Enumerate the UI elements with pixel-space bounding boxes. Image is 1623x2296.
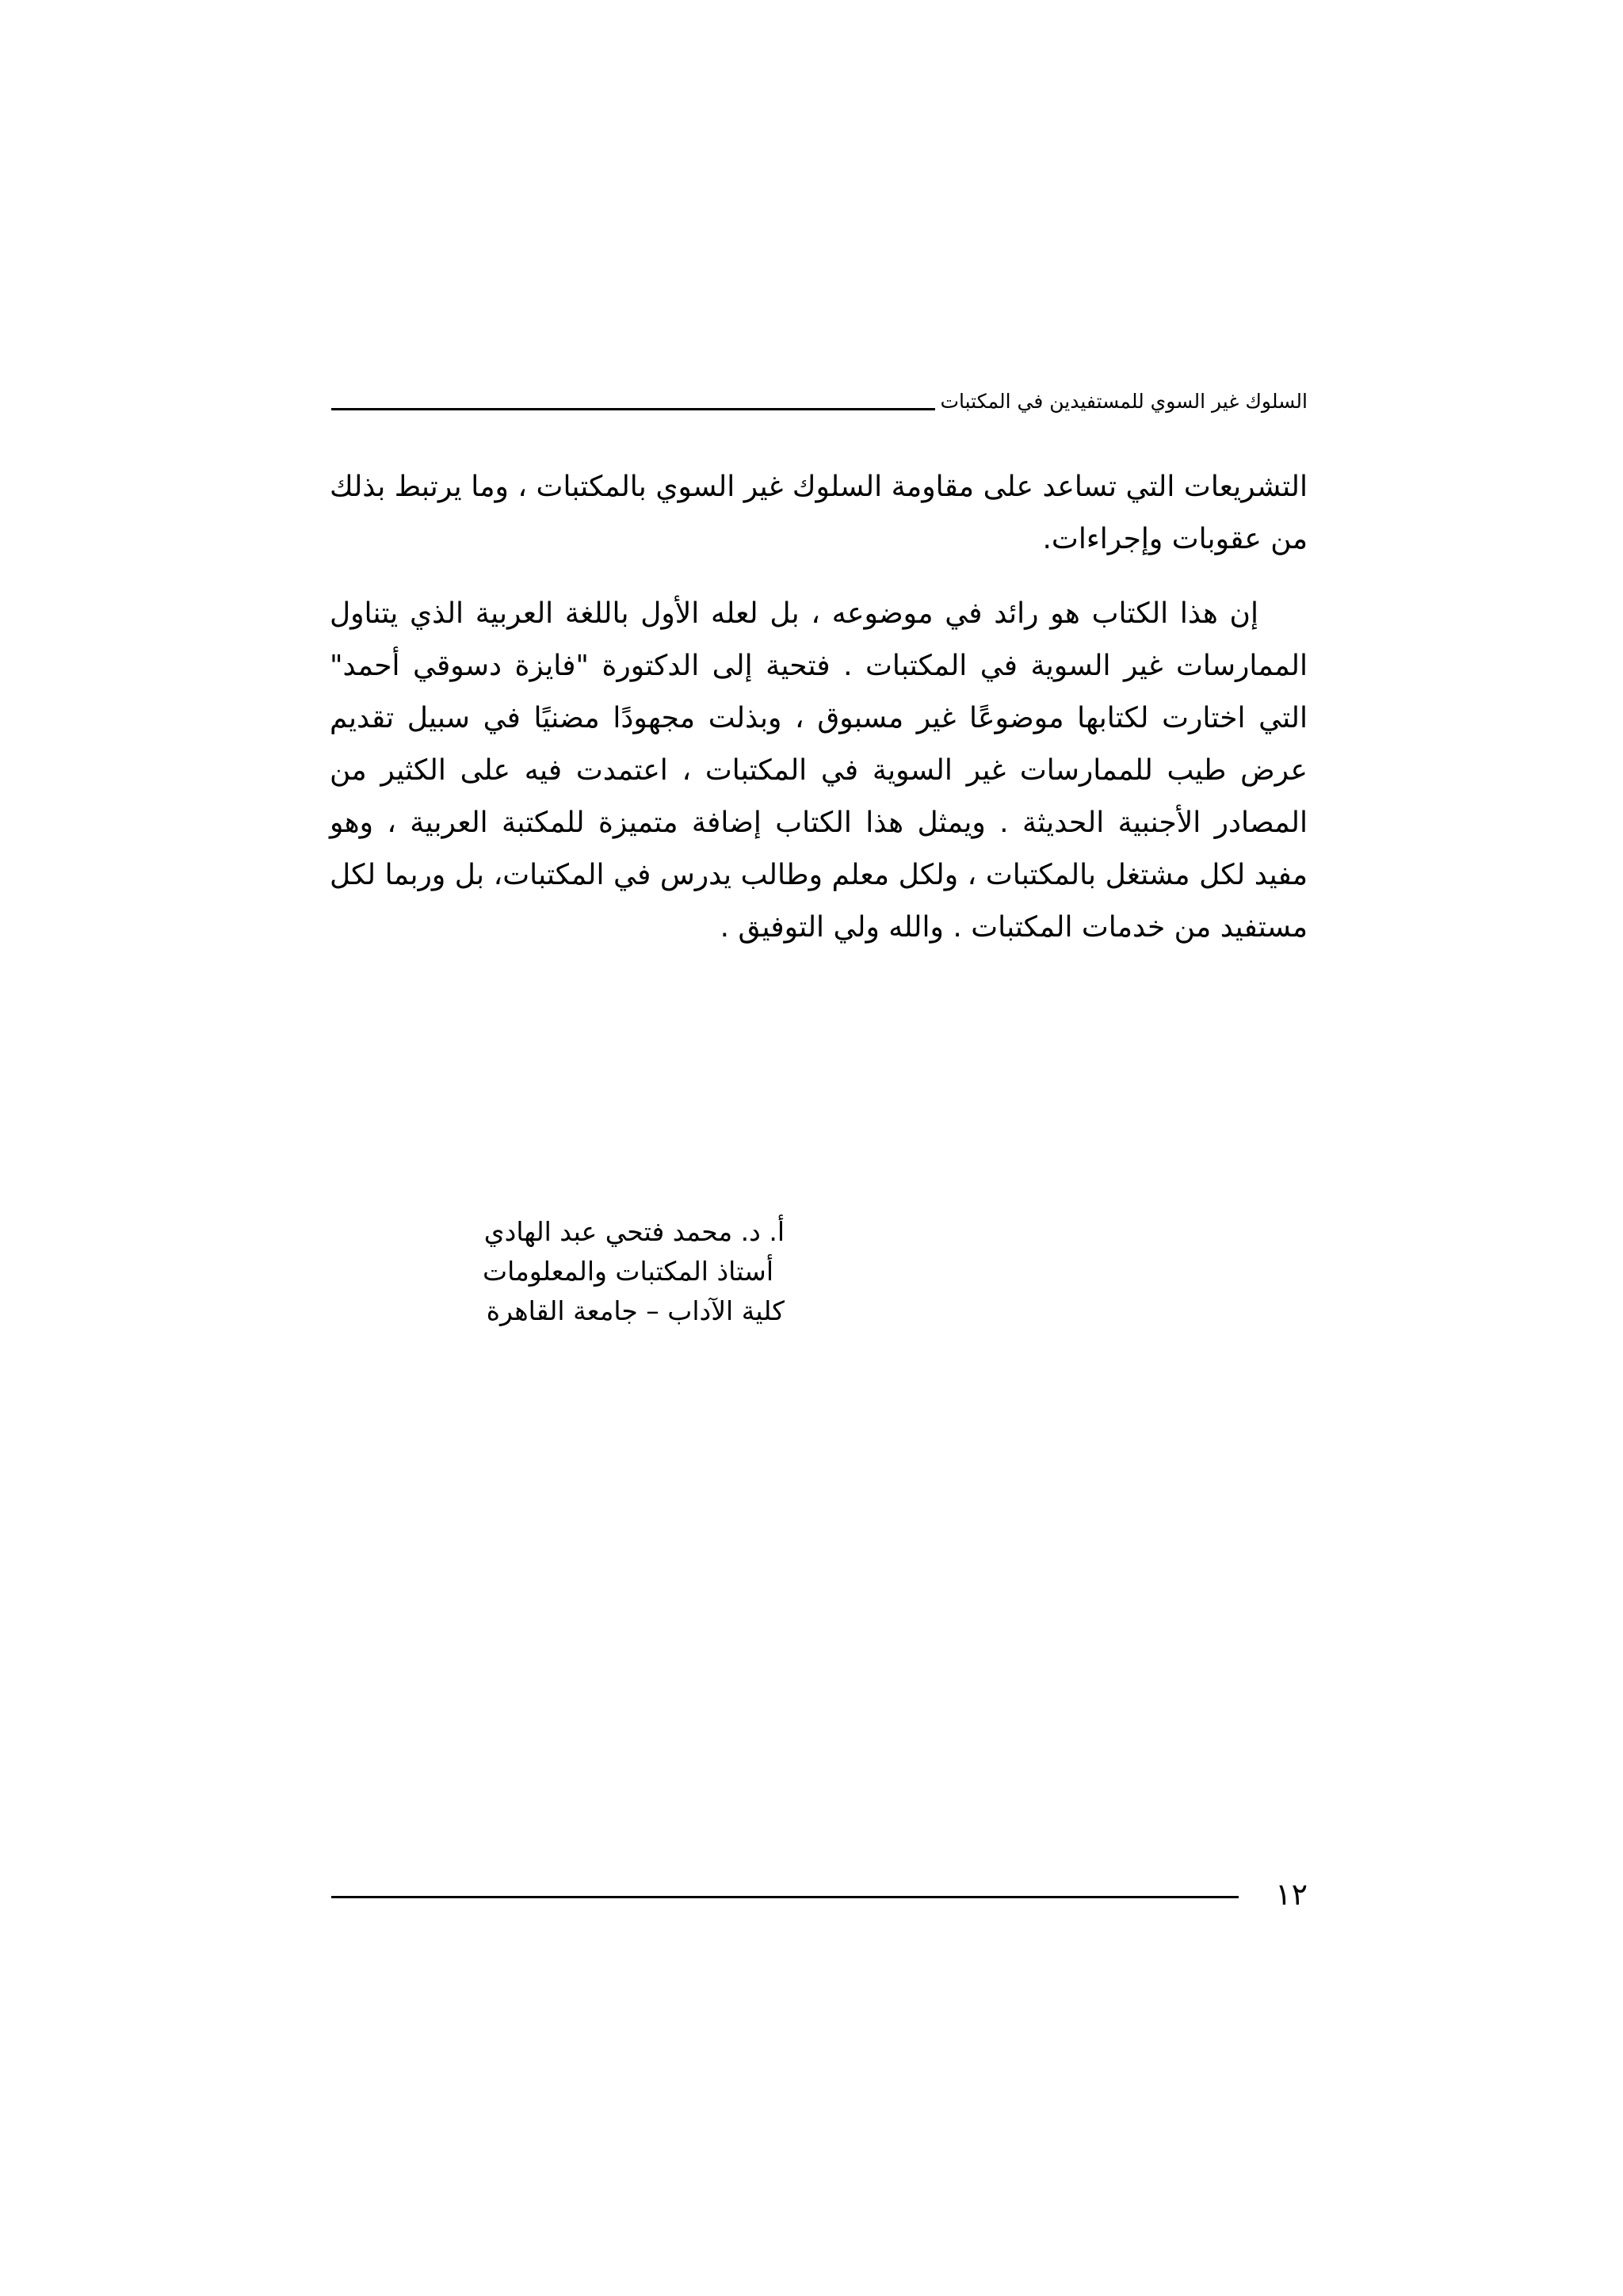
signature-affiliation: كلية الآداب – جامعة القاهرة (486, 1295, 785, 1326)
paragraph: إن هذا الكتاب هو رائد في موضوعه ، بل لعله الأول باللغة العربية الذي يتناول الممارسات غير السوية في المكتبات . فتحية إلى الدكتورة "فايزة دسوقي أحمد" التي اختارت لكتابها موضوعًا غير مسبوق ، وبذلت مجهودًا مضنيًا في سبيل تقديم عرض طيب للممارسات غير السوية في المكتبات ، اعتمدت فيه على الكثير من المصادر الأجنبية الحديثة . ويمثل هذا الكتاب إضافة متميزة للمكتبة العربية ، وهو مفيد لكل مشتغل بالمكتبات ، ولكل معلم وطالب يدرس في المكتبات، بل وربما لكل مستفيد من خدمات المكتبات . والله ولي التوفيق . (330, 597, 1308, 944)
running-header (331, 377, 1308, 415)
footer-rule (331, 1896, 1239, 1898)
page-number: ١٢ (1275, 1877, 1308, 1912)
body-text (330, 461, 1308, 954)
paragraph: التشريعات التي تساعد على مقاومة السلوك غير السوي بالمكتبات ، وما يرتبط بذلك من عقوبات وإجراءات. (330, 471, 1308, 555)
signature-block (372, 1212, 785, 1331)
signature-title: أستاذ المكتبات والمعلومات (483, 1256, 773, 1287)
running-header-title: السلوك غير السوي للمستفيدين في المكتبات (940, 390, 1308, 413)
header-rule (331, 408, 935, 410)
signature-name: أ. د. محمد فتحي عبد الهادي (483, 1216, 785, 1247)
